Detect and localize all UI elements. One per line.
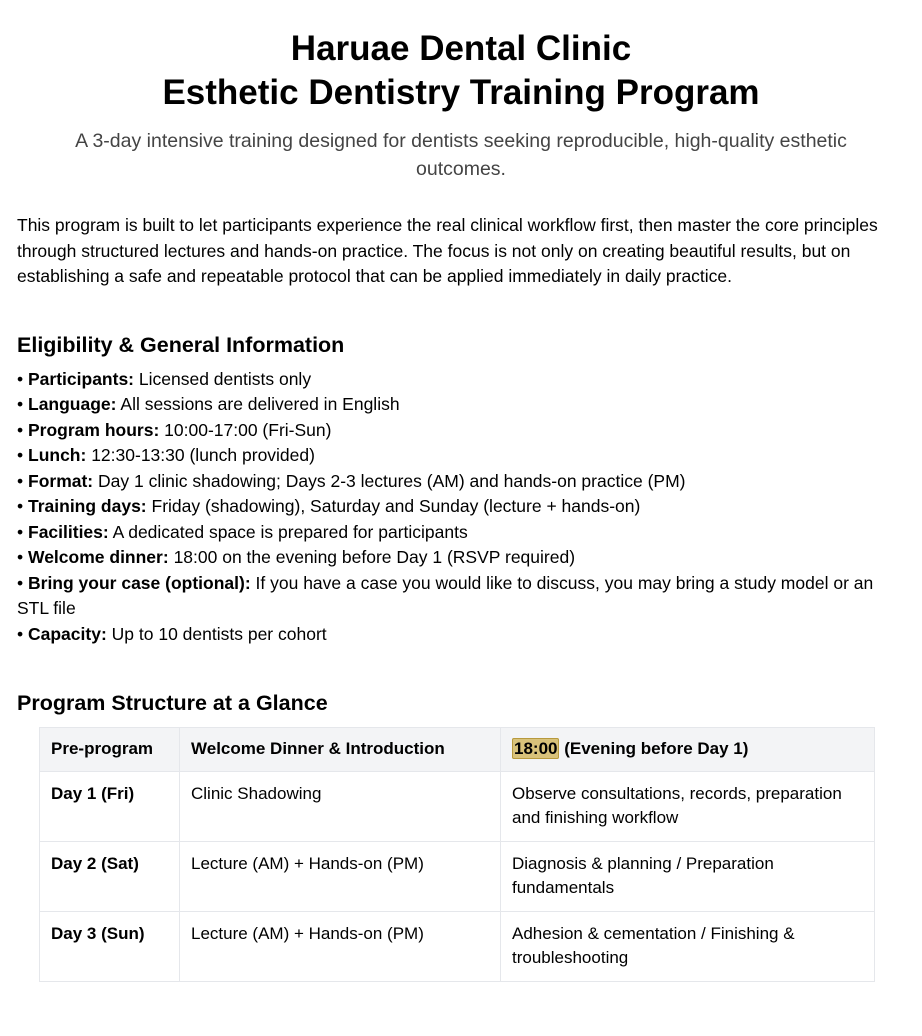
list-item: • Participants: Licensed dentists only (17, 368, 312, 389)
session-cell: Lecture (AM) + Hands-on (PM) (180, 842, 501, 912)
session-cell: Clinic Shadowing (180, 772, 501, 842)
table-header-row (40, 728, 875, 772)
detail-cell: Adhesion & cementation / Finishing & troubleshooting (501, 912, 875, 982)
item-text: Licensed dentists only (138, 368, 312, 389)
header-cell-phase: Pre-program (40, 728, 180, 772)
list-item: • Facilities: A dedicated space is prepared for participants (17, 521, 468, 542)
table-row (40, 842, 875, 912)
list-item: • Bring your case (optional): If you have a case you would like to discuss, you may bring a study model or an STL file (17, 572, 874, 618)
program-structure-table (39, 727, 875, 982)
item-text: A dedicated space is prepared for participants (112, 521, 468, 542)
detail-cell: Observe consultations, records, preparation and finishing workflow (501, 772, 875, 842)
header-cell-time (501, 728, 875, 772)
item-label: Bring your case (optional): (28, 572, 251, 593)
item-label: Lunch: (28, 445, 87, 465)
item-text: Up to 10 dentists per cohort (111, 623, 327, 644)
item-label: Facilities: (28, 521, 109, 542)
item-text: 18:00 on the evening before Day 1 (RSVP required) (173, 547, 576, 567)
item-label: Welcome dinner: (28, 547, 169, 567)
item-text: If you have a case you would like to discuss, you may bring a study model or an STL file (17, 572, 874, 618)
structure-heading: Program Structure at a Glance (17, 691, 328, 715)
day-cell: Day 1 (Fri) (40, 772, 180, 842)
item-text: Friday (shadowing), Saturday and Sunday (lecture + hands-on) (151, 496, 641, 516)
list-item: • Capacity: Up to 10 dentists per cohort (17, 623, 327, 644)
detail-cell: Diagnosis & planning / Preparation fundamentals (501, 842, 875, 912)
subtitle: A 3-day intensive training designed for dentists seeking reproducible, high-quality esthetic outcomes. (75, 130, 847, 180)
item-label: Training days: (28, 496, 147, 516)
page-title (17, 0, 905, 115)
eligibility-list (17, 367, 905, 648)
intro-paragraph: This program is built to let participants experience the real clinical workflow first, then master the core principles through structured lectures and hands-on practice. The focus is not only on creating beautiful results, but on establishing a safe and repeatable protocol that can be applied immediately in daily practice. (17, 215, 878, 286)
item-label: Format: (28, 470, 94, 491)
list-item: • Program hours: 10:00-17:00 (Fri-Sun) (17, 419, 332, 440)
day-cell: Day 3 (Sun) (40, 912, 180, 982)
item-text: 10:00-17:00 (Fri-Sun) (164, 419, 332, 440)
item-text: All sessions are delivered in English (120, 394, 400, 414)
header-time-note: (Evening before Day 1) (559, 739, 749, 758)
item-label: Capacity: (28, 623, 107, 644)
list-item: • Format: Day 1 clinic shadowing; Days 2-3 lectures (AM) and hands-on practice (PM) (17, 470, 686, 491)
item-label: Language: (28, 394, 117, 414)
title-line-2: Esthetic Dentistry Training Program (162, 73, 760, 112)
header-cell-session: Welcome Dinner & Introduction (180, 728, 501, 772)
session-cell: Lecture (AM) + Hands-on (PM) (180, 912, 501, 982)
list-item: • Welcome dinner: 18:00 on the evening before Day 1 (RSVP required) (17, 547, 576, 567)
highlighted-time: 18:00 (514, 739, 558, 758)
list-item: • Language: All sessions are delivered in English (17, 394, 400, 414)
list-item: • Lunch: 12:30-13:30 (lunch provided) (17, 445, 315, 465)
title-line-1: Haruae Dental Clinic (290, 29, 632, 68)
item-label: Program hours: (28, 419, 160, 440)
table-row (40, 772, 875, 842)
day-cell: Day 2 (Sat) (40, 842, 180, 912)
eligibility-heading: Eligibility & General Information (17, 332, 345, 357)
item-label: Participants: (28, 368, 134, 389)
list-item: • Training days: Friday (shadowing), Saturday and Sunday (lecture + hands-on) (17, 496, 641, 516)
item-text: 12:30-13:30 (lunch provided) (91, 445, 315, 465)
table-row (40, 912, 875, 982)
item-text: Day 1 clinic shadowing; Days 2-3 lectures (AM) and hands-on practice (PM) (98, 470, 686, 491)
